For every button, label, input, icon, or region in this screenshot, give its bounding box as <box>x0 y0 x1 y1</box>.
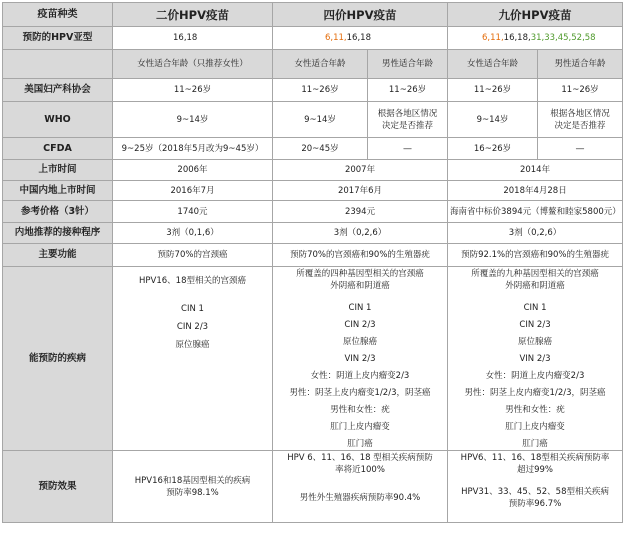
china-launch-label: 中国内地上市时间 <box>3 181 113 201</box>
efficacy-nonavalent <box>448 451 623 523</box>
bivalent-header: 二价HPV疫苗 <box>113 3 273 27</box>
quad-female-age-header: 女性适合年龄 <box>273 50 368 79</box>
efficacy-bivalent <box>113 451 273 523</box>
disease-item: 女性：阴道上皮内瘤变2/3 <box>310 371 410 381</box>
who-nona-male-line-2: 决定是否推荐 <box>554 120 606 131</box>
disease-item: 所覆盖的四种基因型相关的宫颈癌 <box>296 269 424 279</box>
disease-item: CIN 2/3 <box>519 320 551 330</box>
disease-item: 外阴癌和阴道癌 <box>330 281 390 291</box>
nona-subtypes-green: 31,33,45,52,58 <box>530 33 596 43</box>
schedule-nonavalent: 3剂（0,2,6） <box>448 223 623 244</box>
header-row <box>3 3 623 27</box>
subtypes-label: 预防的HPV亚型 <box>3 27 113 50</box>
cfda-nona-female: 16~26岁 <box>448 138 538 160</box>
who-label: WHO <box>3 102 113 138</box>
nona-male-age-header: 男性适合年龄 <box>538 50 623 79</box>
who-row <box>3 102 623 138</box>
function-bivalent: 预防70%的宫颈癌 <box>113 244 273 267</box>
schedule-label: 内地推荐的接种程序 <box>3 223 113 244</box>
launch-bivalent: 2006年 <box>113 160 273 181</box>
quad-subtypes-highlight: 6,11, <box>325 33 347 43</box>
disease-item: 男性和女性：疣 <box>330 405 390 415</box>
disease-item: CIN 1 <box>181 304 204 314</box>
function-row <box>3 244 623 267</box>
disease-item: 原位腺癌 <box>518 337 553 347</box>
disease-item: 男性和女性：疣 <box>505 405 565 415</box>
efficacy-bivalent-line-2: 预防率98.1% <box>166 487 219 498</box>
cfda-row <box>3 138 623 160</box>
subtypes-row <box>3 27 623 50</box>
function-label: 主要功能 <box>3 244 113 267</box>
cfda-quad-female: 20~45岁 <box>273 138 368 160</box>
who-quad-male <box>368 102 448 138</box>
cfda-nona-male: — <box>538 138 623 160</box>
nona-subtypes-orange: 6,11, <box>482 33 504 43</box>
launch-quadrivalent: 2007年 <box>273 160 448 181</box>
efficacy-quad-line-3: 男性外生殖器疾病预防率90.4% <box>299 493 421 503</box>
age-header-row <box>3 50 623 79</box>
acog-quad-male: 11~26岁 <box>368 79 448 102</box>
quad-subtypes-rest: 16,18 <box>346 33 371 43</box>
china-launch-bivalent: 2016年7月 <box>113 181 273 201</box>
launch-nonavalent: 2014年 <box>448 160 623 181</box>
efficacy-nona-line-3: HPV31、33、45、52、58型相关疾病 <box>461 487 609 497</box>
efficacy-nona-line-4: 预防率96.7% <box>508 499 562 509</box>
who-quad-female: 9~14岁 <box>273 102 368 138</box>
efficacy-bivalent-line-1: HPV16和18基因型相关的疾病 <box>134 475 251 486</box>
disease-item: 肛门癌 <box>347 439 373 449</box>
disease-item: CIN 2/3 <box>176 322 209 332</box>
efficacy-nona-line-1: HPV6、11、16、18型相关疾病预防率 <box>460 453 610 463</box>
quad-male-age-header: 男性适合年龄 <box>368 50 448 79</box>
acog-nona-male: 11~26岁 <box>538 79 623 102</box>
function-nonavalent: 预防92.1%的宫颈癌和90%的生殖器疣 <box>448 244 623 267</box>
acog-bivalent: 11~26岁 <box>113 79 273 102</box>
launch-label: 上市时间 <box>3 160 113 181</box>
diseases-bivalent <box>113 267 273 451</box>
disease-item: VIN 2/3 <box>519 354 551 364</box>
bivalent-age-header: 女性适合年龄（只推荐女性） <box>113 50 273 79</box>
disease-item: 肛门癌 <box>522 439 548 449</box>
disease-item: 男性：阴茎上皮内瘤变1/2/3，阴茎癌 <box>289 388 431 398</box>
price-row <box>3 201 623 223</box>
disease-item: 外阴癌和阴道癌 <box>505 281 565 291</box>
acog-quad-female: 11~26岁 <box>273 79 368 102</box>
price-label: 参考价格（3针） <box>3 201 113 223</box>
china-launch-quadrivalent: 2017年6月 <box>273 181 448 201</box>
disease-item: CIN 2/3 <box>344 320 376 330</box>
disease-item: 所覆盖的九种基因型相关的宫颈癌 <box>471 269 599 279</box>
hpv-vaccine-comparison-table <box>2 2 623 523</box>
who-nona-female: 9~14岁 <box>448 102 538 138</box>
disease-item: 原位腺癌 <box>175 340 210 350</box>
diseases-nonavalent <box>448 267 623 451</box>
who-bivalent: 9~14岁 <box>113 102 273 138</box>
disease-item: 男性：阴茎上皮内瘤变1/2/3，阴茎癌 <box>464 388 606 398</box>
function-quadrivalent: 预防70%的宫颈癌和90%的生殖器疣 <box>273 244 448 267</box>
efficacy-label: 预防效果 <box>3 451 113 523</box>
disease-item: CIN 1 <box>348 303 372 313</box>
disease-item: CIN 1 <box>523 303 547 313</box>
efficacy-nona-line-2: 超过99% <box>517 465 553 475</box>
acog-nona-female: 11~26岁 <box>448 79 538 102</box>
cfda-quad-male: — <box>368 138 448 160</box>
schedule-quadrivalent: 3剂（0,2,6） <box>273 223 448 244</box>
nonavalent-header: 九价HPV疫苗 <box>448 3 623 27</box>
who-nona-male <box>538 102 623 138</box>
price-quadrivalent: 2394元 <box>273 201 448 223</box>
diseases-quadrivalent <box>273 267 448 451</box>
quadrivalent-header: 四价HPV疫苗 <box>273 3 448 27</box>
who-quad-male-line-2: 决定是否推荐 <box>382 120 434 131</box>
acog-label: 美国妇产科协会 <box>3 79 113 102</box>
price-nonavalent: 海南省中标价3894元（博鳌和睦家5800元） <box>448 201 623 223</box>
schedule-row <box>3 223 623 244</box>
disease-item: 肛门上皮内瘤变 <box>330 422 390 432</box>
category-header: 疫苗种类 <box>3 3 113 27</box>
cfda-bivalent: 9~25岁（2018年5月改为9~45岁） <box>113 138 273 160</box>
nona-subtypes-dark: 16,18, <box>503 33 531 43</box>
disease-item: VIN 2/3 <box>344 354 376 364</box>
disease-item: 肛门上皮内瘤变 <box>505 422 565 432</box>
efficacy-quadrivalent <box>273 451 448 523</box>
nonavalent-subtypes <box>448 27 623 50</box>
age-header-blank <box>3 50 113 79</box>
launch-row <box>3 160 623 181</box>
price-bivalent: 1740元 <box>113 201 273 223</box>
china-launch-nonavalent: 2018年4月28日 <box>448 181 623 201</box>
nona-female-age-header: 女性适合年龄 <box>448 50 538 79</box>
efficacy-row <box>3 451 623 523</box>
diseases-row <box>3 267 623 451</box>
schedule-bivalent: 3剂（0,1,6） <box>113 223 273 244</box>
acog-row <box>3 79 623 102</box>
efficacy-quad-line-1: HPV 6、11、16、18 型相关疾病预防 <box>287 453 433 463</box>
china-launch-row <box>3 181 623 201</box>
quadrivalent-subtypes <box>273 27 448 50</box>
who-quad-male-line-1: 根据各地区情况 <box>377 108 438 119</box>
efficacy-quad-line-2: 率将近100% <box>335 465 385 475</box>
diseases-label: 能预防的疾病 <box>3 267 113 451</box>
disease-item: 女性：阴道上皮内瘤变2/3 <box>485 371 585 381</box>
disease-item: HPV16、18型相关的宫颈癌 <box>139 276 246 286</box>
who-nona-male-line-1: 根据各地区情况 <box>550 108 610 119</box>
cfda-label: CFDA <box>3 138 113 160</box>
disease-item: 原位腺癌 <box>343 337 378 347</box>
bivalent-subtypes: 16,18 <box>113 27 273 50</box>
